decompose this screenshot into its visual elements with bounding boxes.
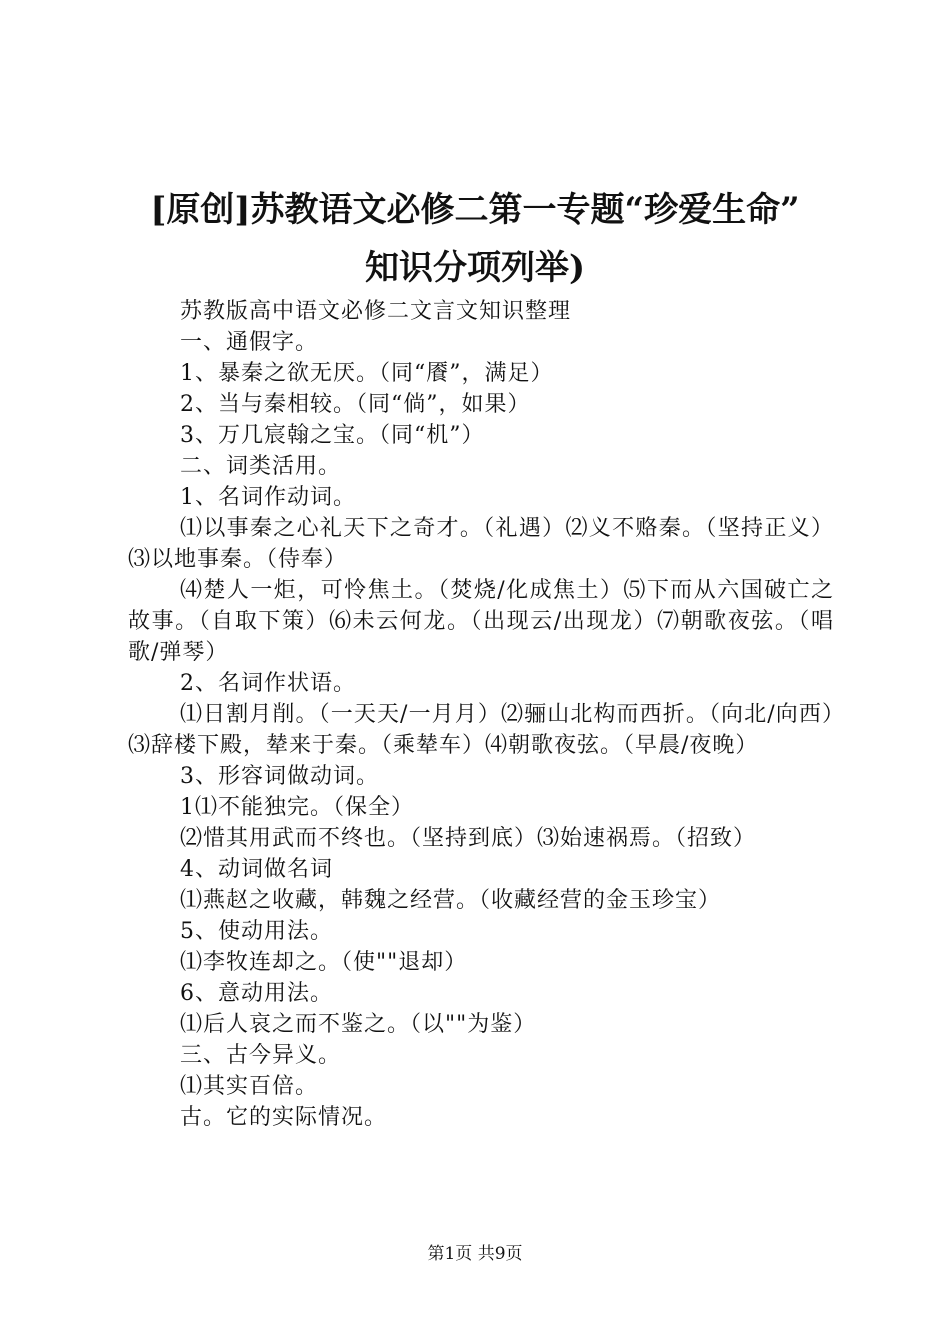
- section-heading-gujinyiyi: 三、古今异义。: [180, 1043, 342, 1068]
- example-paragraph: ⑷楚人一炬，可怜焦土。（焚烧/化成焦土）⑸下而从六国破亡之故事。（自取下策）⑹未云何龙。（出现云/出现龙）⑺朝歌夜弦。（唱歌/弹琴）: [128, 578, 834, 665]
- example-paragraph: ⑴以事秦之心礼天下之奇才。（礼遇）⑵义不赂秦。（坚持正义）⑶以地事秦。（侍奉）: [128, 516, 834, 572]
- section-subtitle: 苏教版高中语文必修二文言文知识整理: [180, 299, 572, 324]
- document-title-line-2: 知识分项列举): [364, 248, 586, 288]
- example-paragraph: ⑴其实百倍。: [180, 1074, 319, 1099]
- subsection-heading: 4、动词做名词: [180, 857, 333, 882]
- example-paragraph: ⑴后人哀之而不鉴之。（以""为鉴）: [180, 1012, 537, 1037]
- subsection-heading: 6、意动用法。: [180, 981, 333, 1006]
- subsection-heading: 5、使动用法。: [180, 919, 333, 944]
- section-heading-tongjiazi: 一、通假字。: [180, 330, 319, 355]
- example-paragraph: ⑴燕赵之收藏，韩魏之经营。（收藏经营的金玉珍宝）: [180, 888, 722, 913]
- list-item: 3、万几宸翰之宝。（同“机”）: [180, 423, 485, 448]
- example-paragraph: ⑴李牧连却之。（使""退却）: [180, 950, 468, 975]
- subsection-heading: 3、形容词做动词。: [180, 764, 379, 789]
- section-heading-cileihuoyong: 二、词类活用。: [180, 454, 342, 479]
- example-paragraph: ⑵惜其用武而不终也。（坚持到底）⑶始速祸焉。（招致）: [180, 826, 757, 851]
- page-number-footer: 第1页 共9页: [427, 1244, 523, 1264]
- document-body: [128, 296, 834, 1133]
- example-paragraph: 1⑴不能独完。（保全）: [180, 795, 414, 820]
- example-paragraph: 古。它的实际情况。: [180, 1105, 388, 1130]
- subsection-heading: 1、名词作动词。: [180, 485, 356, 510]
- example-paragraph: ⑴日割月削。（一天天/一月月）⑵骊山北构而西折。（向北/向西）⑶辞楼下殿，辇来于秦。（乘辇车）⑷朝歌夜弦。（早晨/夜晚）: [128, 702, 834, 758]
- list-item: 1、暴秦之欲无厌。（同“餍”，满足）: [180, 361, 554, 386]
- subsection-heading: 2、名词作状语。: [180, 671, 356, 696]
- document-title-line-1: [原创]苏教语文必修二第一专题“珍爱生命”: [150, 190, 800, 230]
- list-item: 2、当与秦相较。（同“倘”，如果）: [180, 392, 531, 417]
